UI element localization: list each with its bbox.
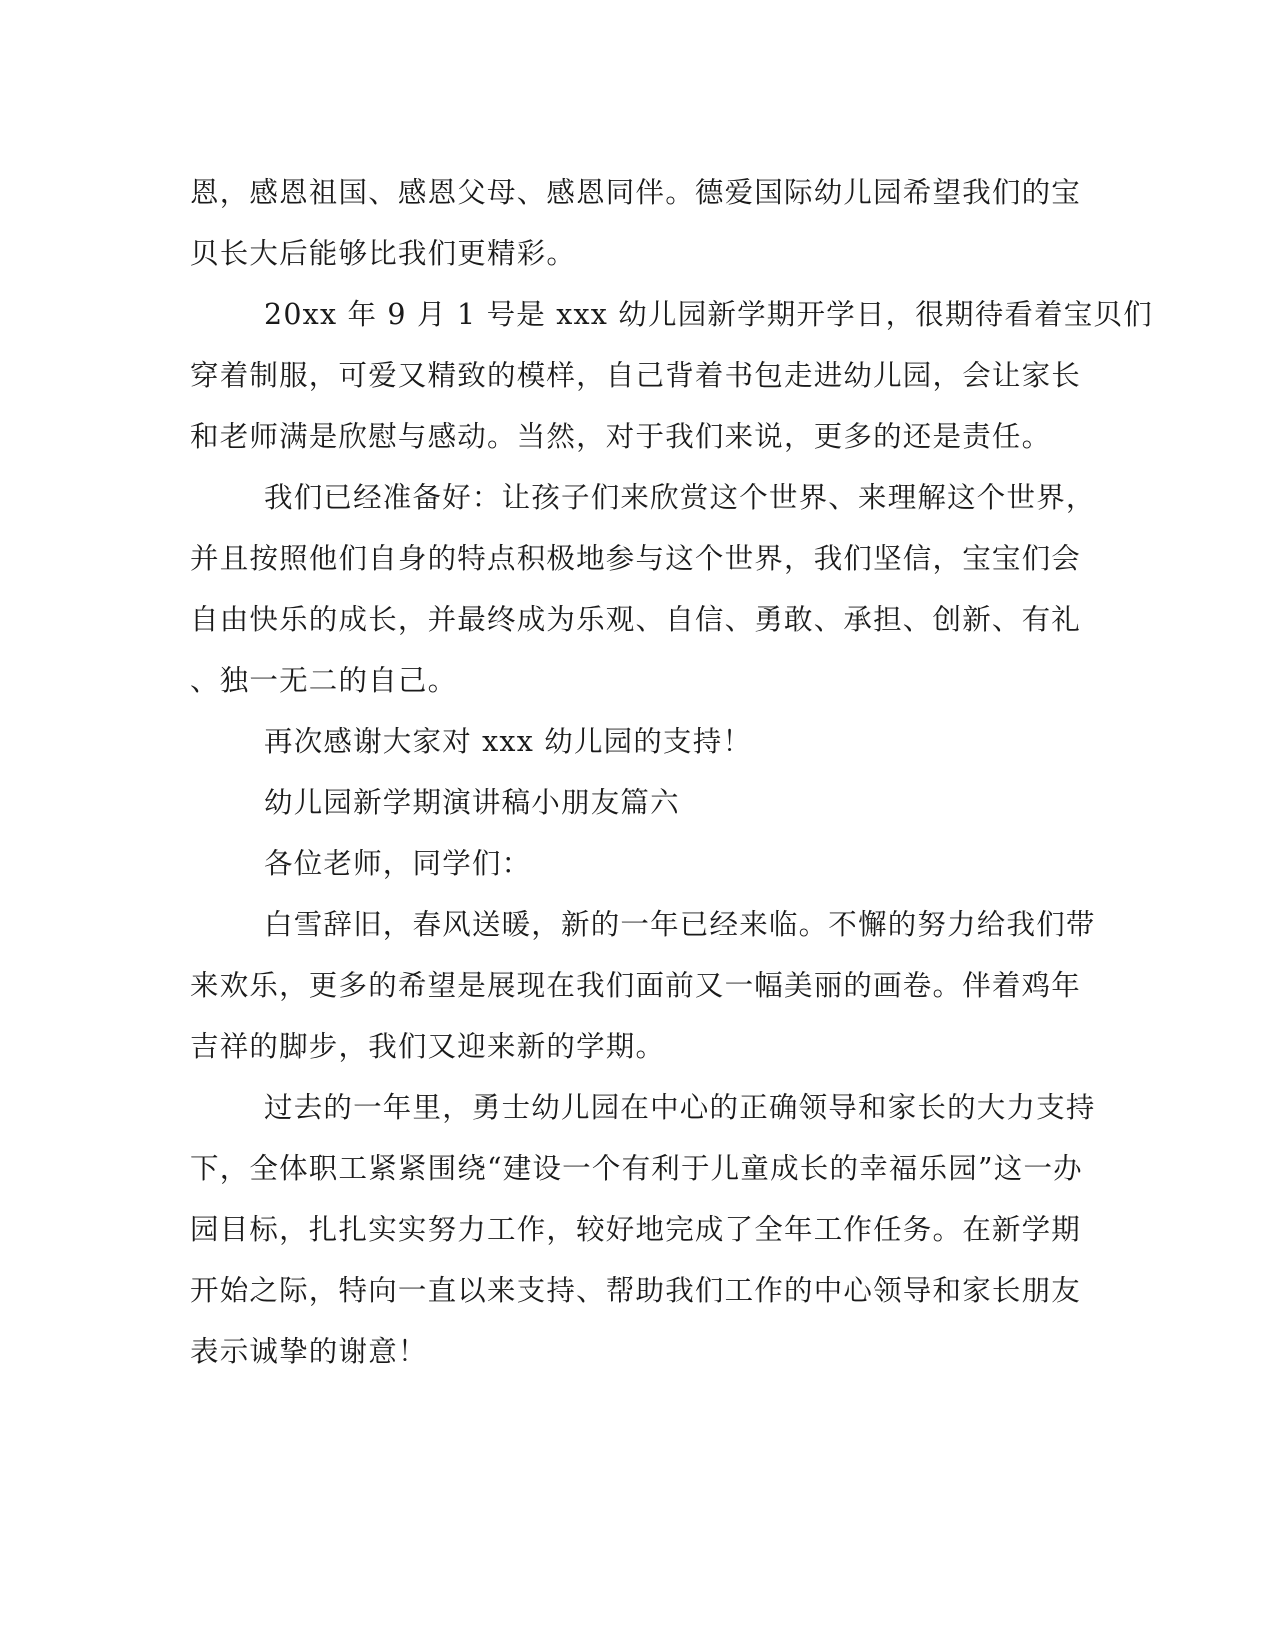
section-heading: 幼儿园新学期演讲稿小朋友篇六	[264, 786, 680, 819]
text-line: 吉祥的脚步，我们又迎来新的学期。	[190, 1030, 666, 1063]
text-line: 开始之际，特向一直以来支持、帮助我们工作的中心领导和家长朋友	[190, 1274, 1082, 1307]
document-body	[190, 162, 1153, 1382]
text-line: 并且按照他们自身的特点积极地参与这个世界，我们坚信，宝宝们会	[190, 542, 1082, 575]
text-line: 20xx 年 9 月 1 号是 xxx 幼儿园新学期开学日，很期待看着宝贝们	[264, 298, 1153, 331]
text-line: 贝长大后能够比我们更精彩。	[190, 237, 577, 270]
text-line: 下，全体职工紧紧围绕“建设一个有利于儿童成长的幸福乐园”这一办	[190, 1152, 1083, 1185]
text-line: 穿着制服，可爱又精致的模样，自己背着书包走进幼儿园，会让家长	[190, 359, 1082, 392]
text-line: 来欢乐，更多的希望是展现在我们面前又一幅美丽的画卷。伴着鸡年	[190, 969, 1082, 1002]
text-line: 园目标，扎扎实实努力工作，较好地完成了全年工作任务。在新学期	[190, 1213, 1082, 1246]
salutation: 各位老师，同学们：	[264, 847, 532, 880]
text-line: 恩，感恩祖国、感恩父母、感恩同伴。德爱国际幼儿园希望我们的宝	[190, 176, 1082, 209]
text-line: 和老师满是欣慰与感动。当然，对于我们来说，更多的还是责任。	[190, 420, 1052, 453]
text-line: 白雪辞旧，春风送暖，新的一年已经来临。不懈的努力给我们带	[264, 908, 1096, 941]
text-line: 我们已经准备好：让孩子们来欣赏这个世界、来理解这个世界，	[264, 481, 1096, 514]
text-line: 自由快乐的成长，并最终成为乐观、自信、勇敢、承担、创新、有礼	[190, 603, 1082, 636]
text-line: 、独一无二的自己。	[190, 664, 458, 697]
text-line: 再次感谢大家对 xxx 幼儿园的支持！	[264, 725, 753, 758]
text-line: 过去的一年里，勇士幼儿园在中心的正确领导和家长的大力支持	[264, 1091, 1096, 1124]
text-line: 表示诚挚的谢意！	[190, 1335, 428, 1368]
